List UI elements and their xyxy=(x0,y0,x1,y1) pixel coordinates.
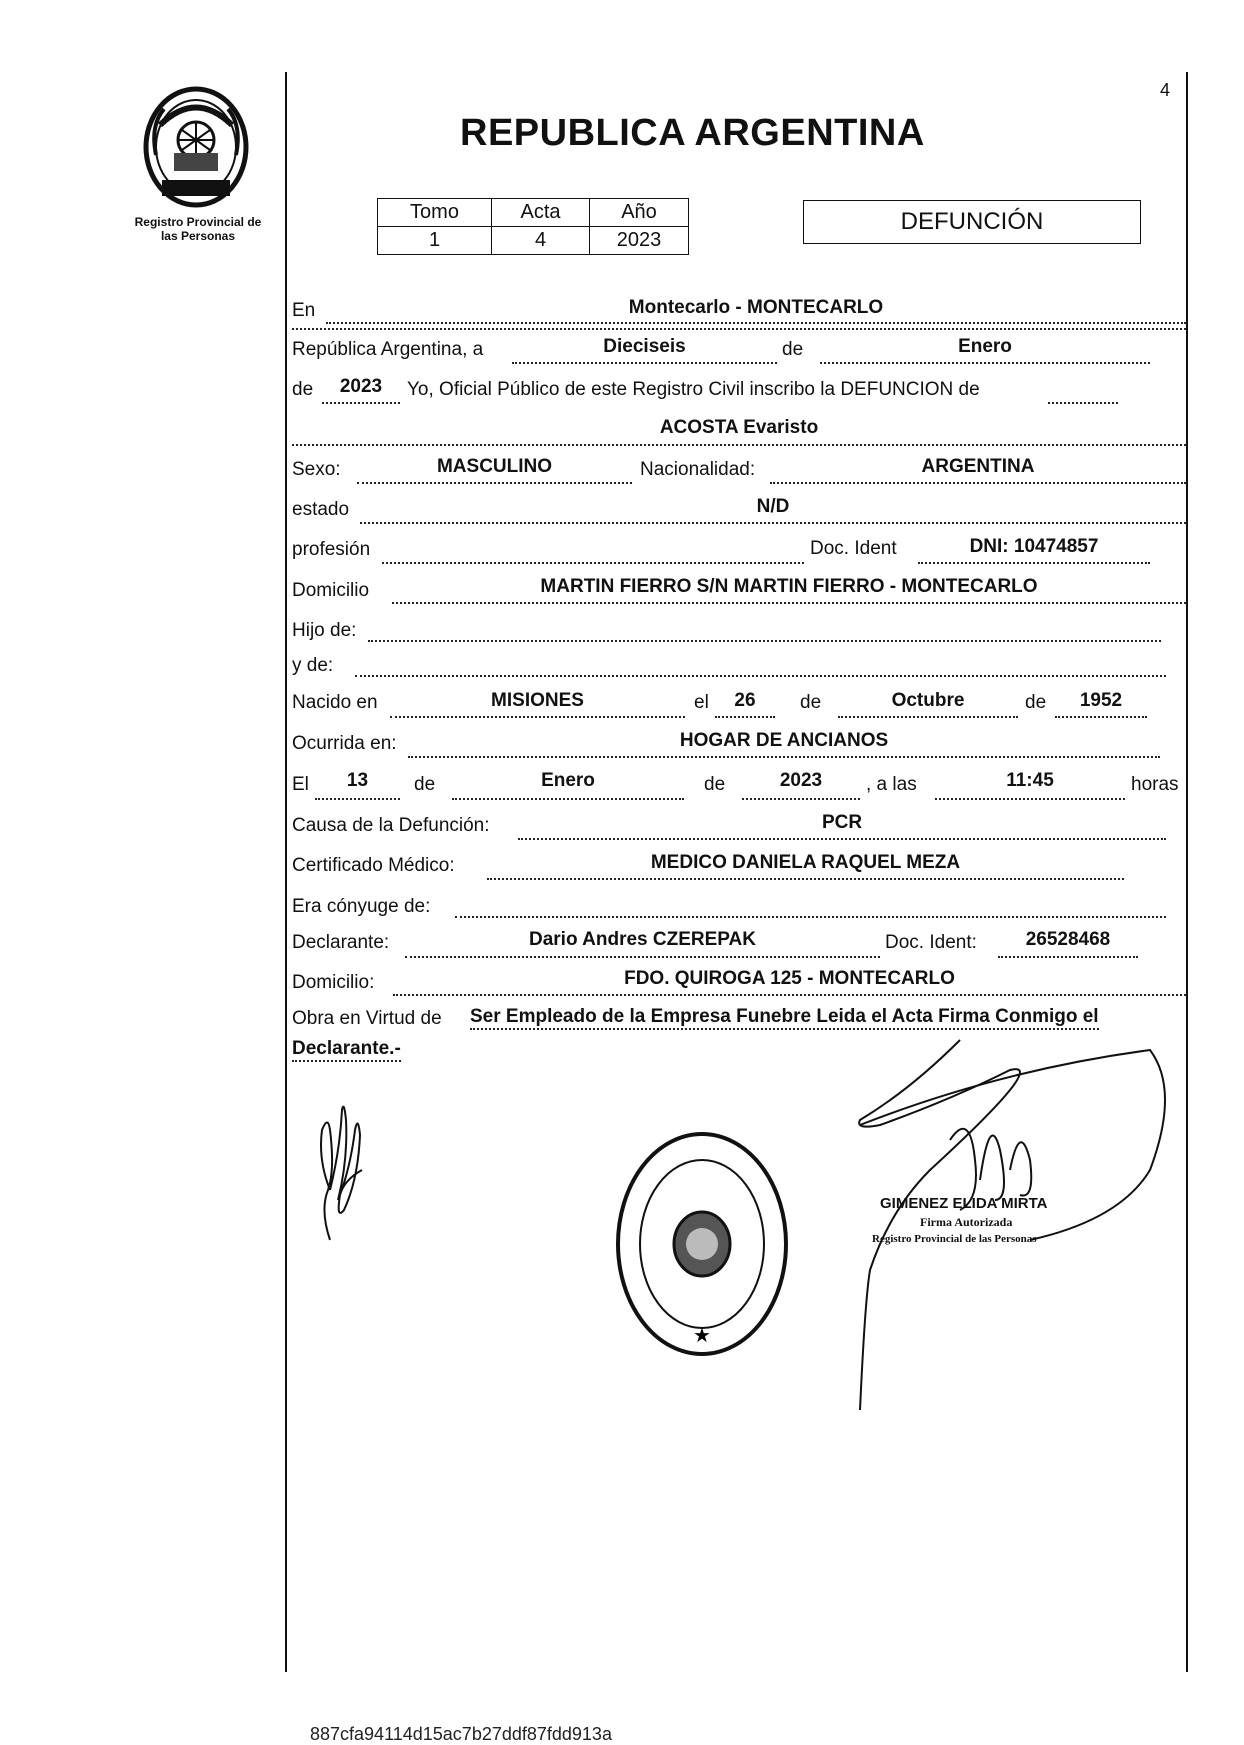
hora-line xyxy=(935,798,1125,800)
dia-texto-value: Dieciseis xyxy=(603,336,686,357)
svg-text:★: ★ xyxy=(693,1323,711,1347)
anio-label: Año xyxy=(590,199,689,227)
doc-ident-line xyxy=(918,562,1150,564)
causa-line xyxy=(518,838,1166,840)
row-separator xyxy=(292,444,1186,446)
horas-label: horas xyxy=(1131,774,1179,795)
anio-value: 2023 xyxy=(339,376,383,397)
inscribo-text: Yo, Oficial Público de este Registro Civil inscribo la DEFUNCION de xyxy=(407,379,980,400)
def-mes-value: Enero xyxy=(541,770,595,791)
logo-caption xyxy=(118,215,278,243)
profesion-line xyxy=(382,562,804,564)
obra-line2-value: Declarante.- xyxy=(292,1038,401,1062)
declarant-signature xyxy=(300,1090,390,1255)
right-margin-line xyxy=(1186,72,1188,1672)
def-dia-value: 13 xyxy=(346,770,369,791)
yde-label: y de: xyxy=(292,655,334,676)
misiones-seal-logo xyxy=(140,85,252,210)
document-hash: 887cfa94114d15ac7b27ddf87fdd913a xyxy=(310,1724,612,1744)
doc-ident2-label: Doc. Ident: xyxy=(885,932,977,953)
de3-label: de xyxy=(800,692,822,713)
nac-anio-line xyxy=(1055,716,1147,718)
certificado-label: Certificado Médico: xyxy=(292,855,455,876)
hijo-line xyxy=(368,640,1161,642)
de2-label: de xyxy=(292,379,314,400)
doc-ident2-line xyxy=(998,956,1138,958)
doc-ident-value: DNI: 10474857 xyxy=(969,536,1099,557)
domicilio-label: Domicilio xyxy=(292,580,370,601)
nacionalidad-value: ARGENTINA xyxy=(921,456,1035,477)
causa-label: Causa de la Defunción: xyxy=(292,815,490,836)
causa-value: PCR xyxy=(821,812,863,833)
yde-line xyxy=(355,675,1166,677)
nac-mes-line xyxy=(838,716,1018,718)
reference-table xyxy=(377,198,689,255)
mes-line xyxy=(820,362,1150,364)
obra-line1-value: Ser Empleado de la Empresa Funebre Leida el Acta Firma Conmigo el xyxy=(470,1006,1099,1030)
domicilio2-value: FDO. QUIROGA 125 - MONTECARLO xyxy=(624,968,955,989)
doc-ident2-value: 26528468 xyxy=(1025,929,1111,950)
obra-label: Obra en Virtud de xyxy=(292,1008,442,1029)
estado-line xyxy=(360,522,1186,524)
declarante-label: Declarante: xyxy=(292,932,390,953)
def-anio-value: 2023 xyxy=(779,770,823,791)
anio-line xyxy=(322,402,400,404)
lugar-value: Montecarlo - MONTECARLO xyxy=(628,297,884,318)
anio-value: 2023 xyxy=(590,227,689,255)
nac-dia-line xyxy=(715,716,775,718)
mes-value: Enero xyxy=(958,336,1012,357)
left-margin-line xyxy=(285,72,287,1672)
sexo-label: Sexo: xyxy=(292,459,341,480)
domicilio-value: MARTIN FIERRO S/N MARTIN FIERRO - MONTECARLO xyxy=(540,576,1038,597)
nacido-line xyxy=(390,716,685,718)
de-label: de xyxy=(782,339,804,360)
domicilio2-line xyxy=(393,994,1186,996)
de6-label: de xyxy=(704,774,726,795)
def-anio-line xyxy=(742,798,860,800)
tomo-label: Tomo xyxy=(378,199,492,227)
ocurrida-label: Ocurrida en: xyxy=(292,733,397,754)
dia-line xyxy=(512,362,777,364)
doc-ident-label: Doc. Ident xyxy=(810,538,897,559)
official-stamp-office: Registro Provincial de las Personas xyxy=(872,1233,1037,1245)
logo-caption-line2: las Personas xyxy=(160,229,236,243)
alas-label: , a las xyxy=(866,774,917,795)
republica-label: República Argentina, a xyxy=(292,339,484,360)
page-number: 4 xyxy=(1160,80,1171,100)
sexo-value: MASCULINO xyxy=(436,456,553,477)
nacionalidad-line xyxy=(770,482,1186,484)
ocurrida-line xyxy=(408,756,1160,758)
profesion-label: profesión xyxy=(292,539,371,560)
nac-dia-value: 26 xyxy=(734,690,756,711)
sexo-line xyxy=(357,482,632,484)
de5-label: de xyxy=(414,774,436,795)
registry-delegation-stamp xyxy=(612,1128,792,1360)
nacido-en-value: MISIONES xyxy=(491,690,584,711)
nac-anio-value: 1952 xyxy=(1079,690,1123,711)
conyuge-label: Era cónyuge de: xyxy=(292,896,431,917)
record-type-box: DEFUNCIÓN xyxy=(803,200,1141,244)
el2-label: El xyxy=(292,774,309,795)
estado-value: N/D xyxy=(756,496,790,517)
inscribo-line xyxy=(1048,402,1118,404)
de4-label: de xyxy=(1025,692,1047,713)
row-separator xyxy=(292,328,1186,330)
official-stamp-role: Firma Autorizada xyxy=(920,1215,1013,1229)
el-label: el xyxy=(694,692,709,713)
declarante-line xyxy=(405,956,880,958)
def-mes-line xyxy=(452,798,684,800)
domicilio2-label: Domicilio: xyxy=(292,972,375,993)
fallecido-value: ACOSTA Evaristo xyxy=(659,417,819,438)
nac-mes-value: Octubre xyxy=(891,690,965,711)
lugar-line xyxy=(326,322,1186,324)
certificado-line xyxy=(487,878,1124,880)
acta-value: 4 xyxy=(492,227,590,255)
official-stamp-name: GIMENEZ ELIDA MIRTA xyxy=(880,1195,1048,1212)
conyuge-line xyxy=(455,916,1166,918)
en-label: En xyxy=(292,300,316,321)
hijo-label: Hijo de: xyxy=(292,620,357,641)
nacido-label: Nacido en xyxy=(292,692,378,713)
document-title: REPUBLICA ARGENTINA xyxy=(460,112,925,154)
domicilio-line xyxy=(392,602,1186,604)
nacionalidad-label: Nacionalidad: xyxy=(640,459,756,480)
declarante-value: Dario Andres CZEREPAK xyxy=(529,929,756,950)
hora-value: 11:45 xyxy=(1006,770,1054,791)
estado-label: estado xyxy=(292,499,350,520)
certificado-value: MEDICO DANIELA RAQUEL MEZA xyxy=(650,852,961,873)
def-dia-line xyxy=(315,798,400,800)
logo-caption-line1: Registro Provincial de xyxy=(134,215,262,229)
ocurrida-en-value: HOGAR DE ANCIANOS xyxy=(679,730,889,751)
tomo-value: 1 xyxy=(378,227,492,255)
acta-label: Acta xyxy=(492,199,590,227)
